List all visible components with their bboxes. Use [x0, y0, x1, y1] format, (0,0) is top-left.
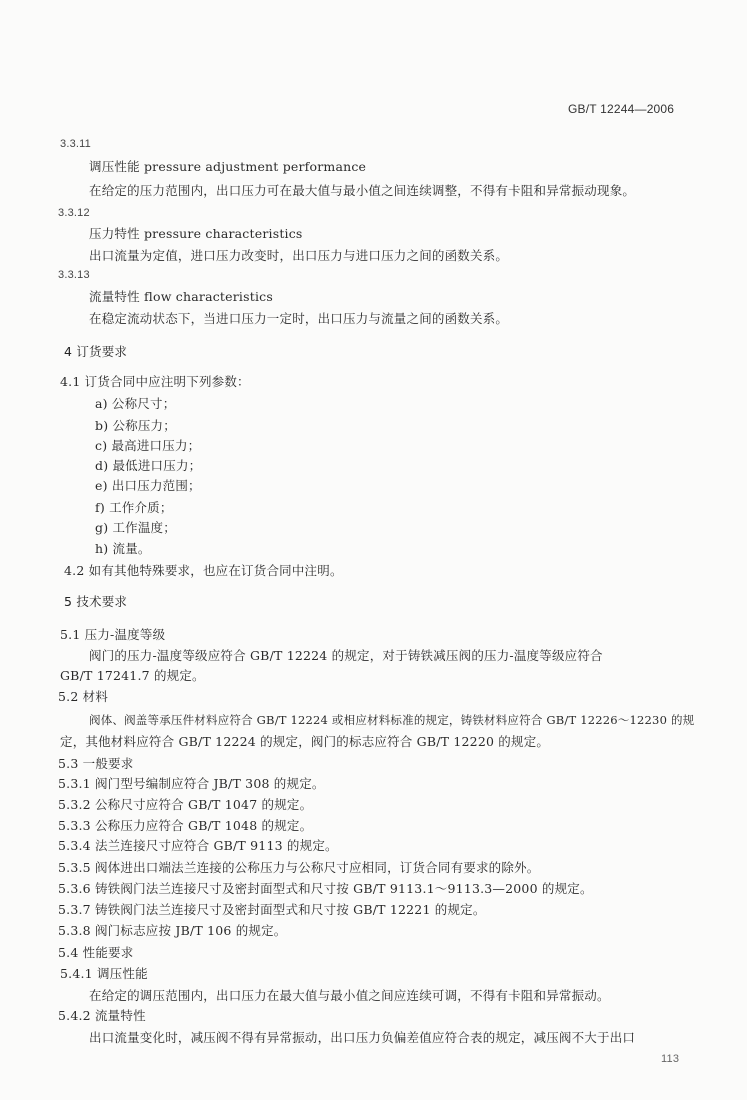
clause-text: 5.3.6 铸铁阀门法兰连接尺寸及密封面型式和尺寸按 GB/T 9113.1～9113.3—2000 的规定。 — [58, 881, 593, 896]
subsection-heading: 5.4 性能要求 — [58, 945, 134, 960]
clause-text: 5.3.7 铸铁阀门法兰连接尺寸及密封面型式和尺寸按 GB/T 12221 的规定。 — [58, 902, 486, 917]
clause-text: 4.1 订货合同中应注明下列参数： — [60, 374, 250, 389]
paragraph-text: 阀体、阀盖等承压件材料应符合 GB/T 12224 或相应材料标准的规定，铸铁材料应符合 GB/T 12226～12230 的规 — [89, 713, 695, 727]
clause-text: 5.3.5 阀体进出口端法兰连接的公称压力与公称尺寸应相同，订货合同有要求的除外。 — [58, 860, 540, 875]
standard-number-header: GB/T 12244—2006 — [568, 102, 675, 116]
subsection-heading: 5.2 材料 — [58, 689, 109, 704]
term-heading: 压力特性 pressure characteristics — [89, 226, 303, 241]
subsection-heading: 5.4.2 流量特性 — [58, 1008, 146, 1023]
clause-text: 5.3.8 阀门标志应按 JB/T 106 的规定。 — [58, 923, 287, 938]
paragraph-text: 在给定的调压范围内，出口压力在最大值与最小值之间应连续可调，不得有卡阻和异常振动。 — [89, 988, 610, 1003]
list-item: b) 公称压力； — [95, 418, 176, 433]
clause-text: 5.3.3 公称压力应符合 GB/T 1048 的规定。 — [58, 818, 313, 833]
clause-text: 5.3.2 公称尺寸应符合 GB/T 1047 的规定。 — [58, 797, 313, 812]
paragraph-text: 出口流量变化时，减压阀不得有异常振动，出口压力负偏差值应符合表的规定，减压阀不大于出口 — [89, 1030, 636, 1045]
page-number: 113 — [661, 1053, 680, 1065]
clause-text: 5.3.4 法兰连接尺寸应符合 GB/T 9113 的规定。 — [58, 838, 338, 853]
paragraph-text: 定，其他材料应符合 GB/T 12224 的规定，阀门的标志应符合 GB/T 12220 的规定。 — [60, 734, 550, 749]
term-heading: 调压性能 pressure adjustment performance — [89, 159, 367, 174]
paragraph-text: GB/T 17241.7 的规定。 — [60, 668, 205, 683]
list-item: c) 最高进口压力； — [95, 438, 201, 453]
subsection-heading: 5.3 一般要求 — [58, 756, 134, 771]
clause-number: 3.3.12 — [58, 207, 90, 219]
definition-text: 在稳定流动状态下，当进口压力一定时，出口压力与流量之间的函数关系。 — [89, 311, 509, 326]
list-item: h) 流量。 — [95, 541, 151, 556]
definition-text: 出口流量为定值，进口压力改变时，出口压力与进口压力之间的函数关系。 — [89, 248, 509, 263]
list-item: f) 工作介质； — [95, 500, 173, 515]
list-item: d) 最低进口压力； — [95, 458, 202, 473]
clause-number: 3.3.13 — [58, 269, 90, 281]
section-heading: 5 技术要求 — [64, 594, 128, 609]
term-heading: 流量特性 flow characteristics — [89, 289, 273, 304]
clause-number: 3.3.11 — [60, 138, 91, 150]
clause-text: 5.3.1 阀门型号编制应符合 JB/T 308 的规定。 — [58, 776, 325, 791]
subsection-heading: 5.1 压力-温度等级 — [60, 627, 166, 642]
clause-text: 4.2 如有其他特殊要求，也应在订货合同中注明。 — [64, 563, 343, 578]
paragraph-text: 阀门的压力-温度等级应符合 GB/T 12224 的规定，对于铸铁减压阀的压力-温度等级应符合 — [89, 648, 603, 663]
section-heading: 4 订货要求 — [64, 344, 128, 359]
definition-text: 在给定的压力范围内，出口压力可在最大值与最小值之间连续调整，不得有卡阻和异常振动现象。 — [89, 183, 636, 198]
list-item: g) 工作温度； — [95, 520, 176, 535]
list-item: a) 公称尺寸； — [95, 396, 176, 411]
list-item: e) 出口压力范围； — [95, 478, 201, 493]
subsection-heading: 5.4.1 调压性能 — [60, 966, 148, 981]
